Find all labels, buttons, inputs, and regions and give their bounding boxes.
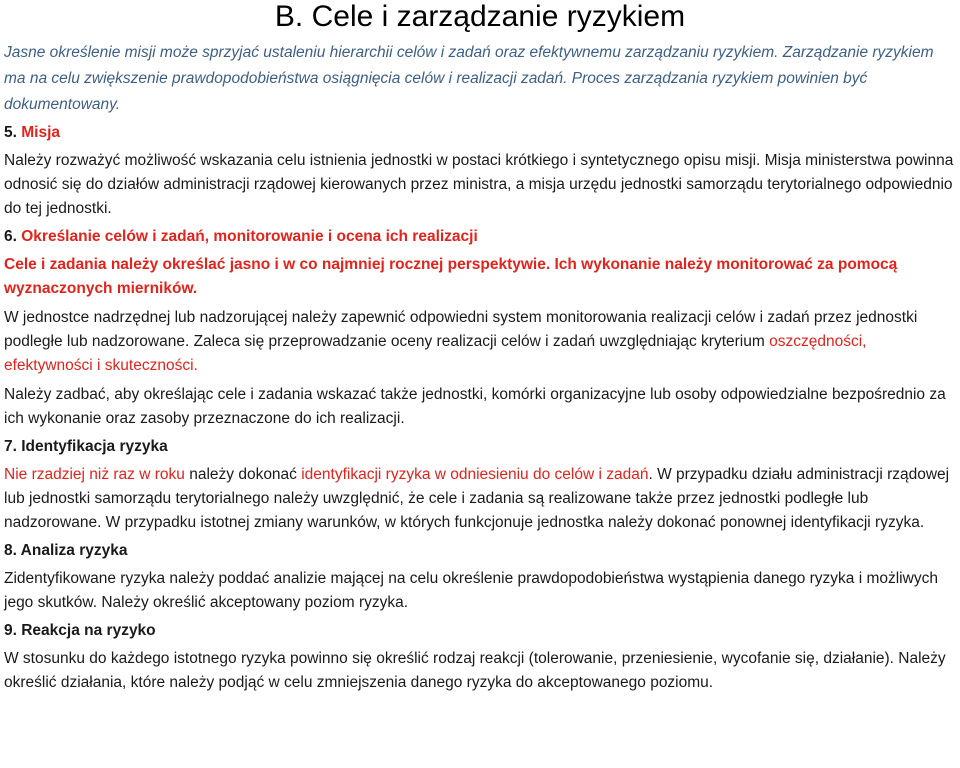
section-5-heading: [4, 120, 956, 146]
section-9-heading: 9. Reakcja na ryzyko: [4, 622, 156, 639]
section-5-title: Misja: [21, 124, 60, 141]
section-5-paragraph: Należy rozważyć możliwość wskazania celu istnienia jednostki w postaci krótkiego i syntetycznego opisu misji. Misja ministerstwa powinna odnosić się do działów administracji rządowej kierowanych przez ministra, a misja urzędu jednostki samorządu terytorialnego odpowiednio do tej jednostki.: [4, 152, 954, 217]
intro-paragraph: Jasne określenie misji może sprzyjać ustaleniu hierarchii celów i zadań oraz efektywnemu zarządzaniu ryzykiem. Zarządzanie ryzykiem ma na celu zwiększenie prawdopodobieństwa osiągnięcia celów i realizacji zadań. Proces zarządzania ryzykiem powinien być dokumentowany.: [4, 44, 934, 113]
section-7-text-a: należy dokonać: [184, 466, 302, 483]
section-6-heading: [4, 224, 956, 250]
section-7-highlight-identification: identyfikacji ryzyka w odniesieniu do celów i zadań: [301, 466, 649, 483]
section-6-number: 6.: [4, 228, 22, 245]
page-title: B. Cele i zarządzanie ryzykiem: [274, 0, 686, 33]
section-7-highlight-frequency: Nie rzadziej niż raz w roku: [4, 466, 185, 483]
section-6-paragraph-2-text: W jednostce nadrzędnej lub nadzorującej należy zapewnić odpowiedni system monitorowania realizacji celów i zadań przez jednostki podległe lub nadzorowane. Zaleca się przeprowadzanie oceny realizacji celów i zadań uwzględniając kryterium: [4, 309, 918, 350]
section-6-paragraph-2: [4, 306, 956, 378]
section-6-paragraph-1: Cele i zadania należy określać jasno i w co najmniej rocznej perspektywie. Ich wykonanie należy monitorować za pomocą wyznaczonych mierników.: [4, 256, 898, 297]
section-5-number: 5.: [4, 124, 22, 141]
section-6-title: Określanie celów i zadań, monitorowanie i ocena ich realizacji: [21, 228, 478, 245]
section-6-paragraph-3: Należy zadbać, aby określając cele i zadania wskazać także jednostki, komórki organizacyjne lub osoby odpowiedzialne bezpośrednio za ich wykonanie oraz zasoby przeznaczone do ich realizacji.: [4, 386, 946, 427]
section-8-paragraph: Zidentyfikowane ryzyka należy poddać analizie mającej na celu określenie prawdopodobieństwa wystąpienia danego ryzyka i możliwych jego skutków. Należy określić akceptowany poziom ryzyka.: [4, 570, 938, 611]
section-8-heading: 8. Analiza ryzyka: [4, 542, 128, 559]
section-7-paragraph: [4, 463, 956, 535]
section-6-paragraph-2-highlight: oszczędności, efektywności i skuteczności.: [4, 333, 867, 374]
section-9-paragraph: W stosunku do każdego istotnego ryzyka powinno się określić rodzaj reakcji (tolerowanie, przeniesienie, wycofanie się, działanie). Należy określić działania, które należy podjąć w celu zmniejszenia danego ryzyka do akceptowanego poziomu.: [4, 650, 946, 691]
section-7-text-b: . W przypadku działu administracji rządowej lub jednostki samorządu terytorialnego należy uwzględnić, że cele i zadania są realizowane także przez jednostki podległe lub nadzorowane. W przypadku istotnej zmiany warunków, w których funkcjonuje jednostka należy dokonać ponownej identyfikacji ryzyka.: [4, 466, 950, 531]
section-7-heading: 7. Identyfikacja ryzyka: [4, 438, 168, 455]
